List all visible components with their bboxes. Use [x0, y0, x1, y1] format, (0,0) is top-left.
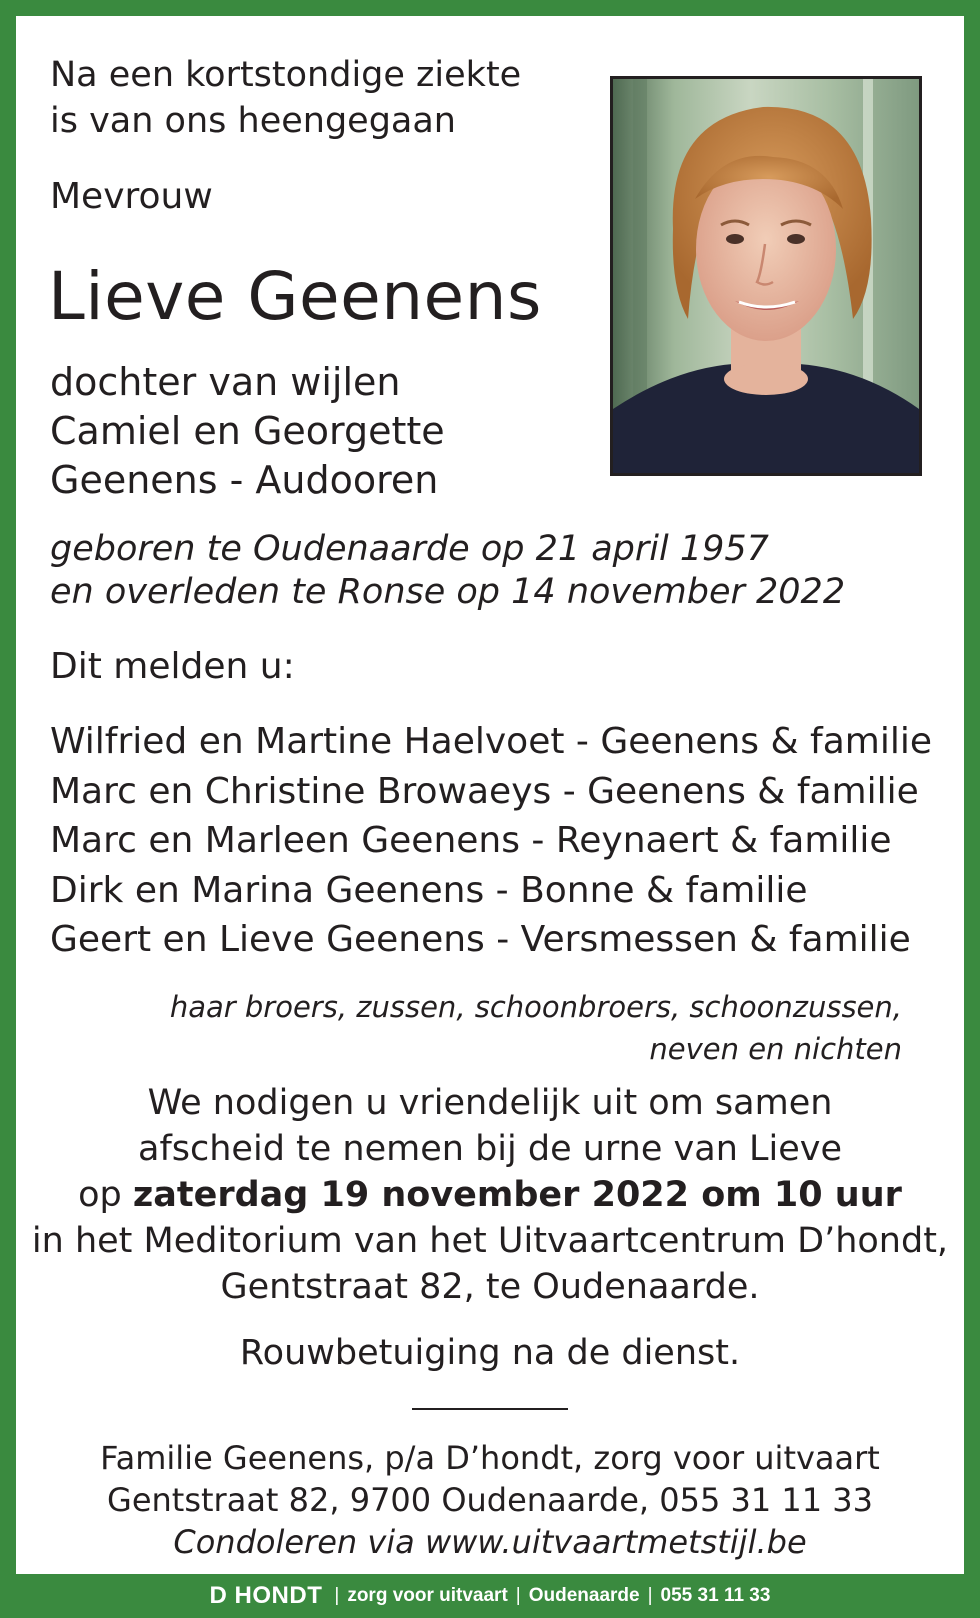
list-item: Marc en Marleen Geenens - Reynaert & familie	[50, 820, 892, 861]
contact-info: Familie Geenens, p/a D’hondt, zorg voor uitvaart Gentstraat 82, 9700 Oudenaarde, 055 31 11 33 Condoleren via www.uitvaartmetstijl.be	[30, 1437, 950, 1563]
portrait-photo	[610, 76, 922, 476]
footer-tagline: zorg voor uitvaart	[347, 1585, 508, 1606]
divider	[412, 1408, 568, 1410]
list-item: Dirk en Marina Geenens - Bonne & familie	[50, 869, 808, 911]
list-item: Geert en Lieve Geenens - Versmessen & familie	[50, 919, 911, 960]
birth-death-dates: geboren te Oudenaarde op 21 april 1957 en overleden te Ronse op 14 november 2022	[50, 529, 846, 612]
portrait-image	[613, 79, 919, 473]
intro-text: Na een kortstondige ziekte is van ons heengegaan	[50, 55, 522, 141]
salutation: Mevrouw	[50, 176, 213, 217]
footer-phone: 055 31 11 33	[660, 1585, 771, 1606]
separator: |	[647, 1585, 653, 1606]
ceremony-date: zaterdag 19 november 2022 om 10 uur	[132, 1175, 902, 1215]
condolence-note: Rouwbetuiging na de dienst.	[239, 1333, 741, 1373]
list-item: Marc en Christine Browaeys - Geenens & familie	[50, 770, 919, 812]
announce-label: Dit melden u:	[50, 646, 295, 687]
relatives-text: haar broers, zussen, schoonbroers, schoonzussen, neven en nichten	[169, 990, 902, 1066]
separator: |	[515, 1585, 521, 1606]
parents-text: dochter van wijlen Camiel en Georgette Geenens - Audooren	[50, 360, 445, 502]
invitation-text: We nodigen u vriendelijk uit om samen afscheid te nemen bij de urne van Lieve op zaterdag 19 november 2022 om 10 uur in het Meditorium van het Uitvaartcentrum D’hondt, Gentstraat 82, te Oudenaarde.	[31, 1083, 949, 1307]
list-item: Wilfried en Martine Haelvoet - Geenens & familie	[50, 721, 932, 762]
deceased-name: Lieve Geenens	[48, 258, 542, 335]
family-list	[50, 717, 932, 965]
condolence-link[interactable]: Condoleren via www.uitvaartmetstijl.be	[173, 1523, 807, 1561]
brand-logo: D HONDT	[209, 1582, 323, 1609]
footer-bar	[0, 1574, 980, 1618]
separator: |	[334, 1585, 340, 1606]
footer-city: Oudenaarde	[528, 1585, 640, 1606]
